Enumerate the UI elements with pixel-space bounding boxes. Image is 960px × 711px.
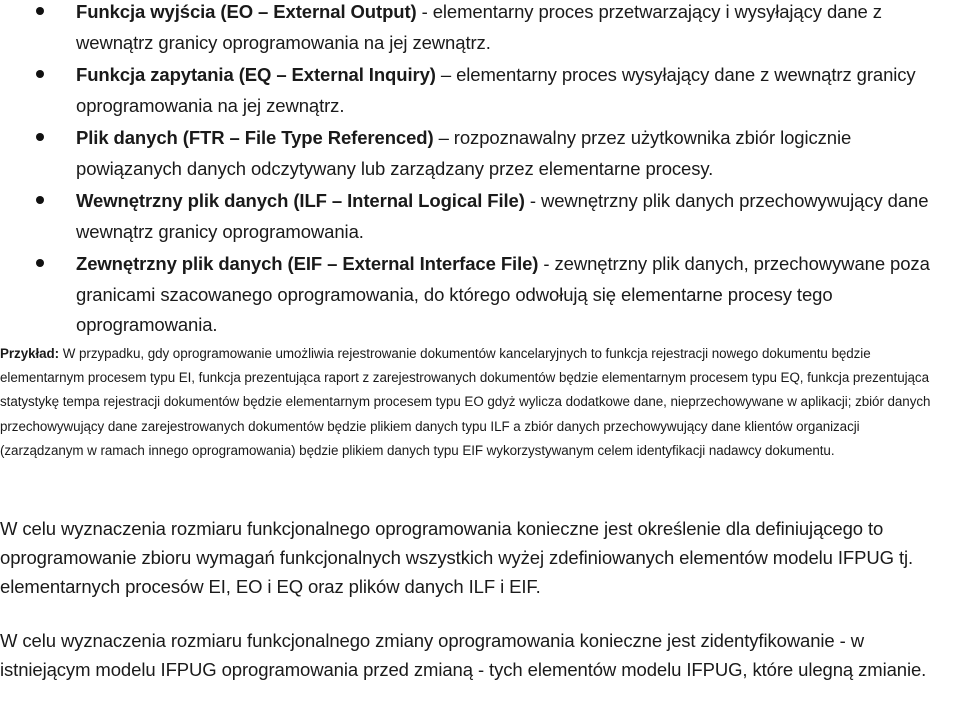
definition-text: - elementarny proces przetwarzający i wysyłający dane z wewnątrz granicy oprogramowania na jej zewnątrz.: [76, 1, 882, 53]
definition-term: Plik danych (FTR – File Type Referenced): [76, 127, 434, 148]
definition-text: – elementarny proces wysyłający dane z wewnątrz granicy oprogramowania na jej zewnątrz.: [76, 64, 916, 116]
definition-term: Zewnętrzny plik danych (EIF – External Interface File): [76, 253, 539, 274]
body-paragraph-change-size: W celu wyznaczenia rozmiaru funkcjonalnego zmiany oprogramowania konieczne jest zidentyfikowanie - w istniejącym modelu IFPUG oprogramowania przed zmianą - tych elementów modelu IFPUG, które ulegną zmianie.: [0, 630, 927, 680]
example-label: Przykład:: [0, 346, 60, 361]
bullet-icon: [36, 133, 44, 141]
bullet-icon: [36, 196, 44, 204]
body-paragraph-functional-size: W celu wyznaczenia rozmiaru funkcjonalnego oprogramowania konieczne jest określenie dla definiującego to oprogramowanie zbioru wymagań funkcjonalnych wszystkich wyżej zdefiniowanych elementów modelu IFPUG tj. elementarnych procesów EI, EO i EQ oraz plików danych ILF i EIF.: [0, 518, 914, 597]
definition-term: Funkcja wyjścia (EO – External Output): [76, 1, 417, 22]
bullet-icon: [36, 259, 44, 267]
definition-item-eq: [0, 60, 960, 121]
definition-text: – rozpoznawalny przez użytkownika zbiór logicznie powiązanych danych odczytywany lub zarządzany przez elementarne procesy.: [76, 127, 852, 179]
definition-text: - zewnętrzny plik danych, przechowywane poza granicami szacowanego oprogramowania, do którego odwołują się elementarne procesy tego oprogramowania.: [76, 253, 930, 335]
example-paragraph: [0, 342, 945, 463]
definition-term: Wewnętrzny plik danych (ILF – Internal Logical File): [76, 190, 525, 211]
definition-item-ilf: [0, 186, 960, 247]
example-text: W przypadku, gdy oprogramowanie umożliwia rejestrowanie dokumentów kancelaryjnych to funkcja rejestracji nowego dokumentu będzie elementarnym procesem typu EI, funkcja prezentująca raport z zarejestrowanych dokumentów będzie elementarnym procesem typu EQ, funkcja prezentująca statystykę tempa rejestracji dokumentów będzie elementarnym procesem typu EO gdyż wylicza dodatkowe dane, nieprzechowywane w aplikacji; zbiór danych przechowywujący dane zarejestrowanych dokumentów będzie plikiem danych typu ILF a zbiór danych przechowywujący dane klientów organizacji (zarządzanym w ramach innego oprogramowania) będzie plikiem danych typu EIF wykorzystywanym celem identyfikacji nadawcy dokumentu.: [0, 346, 931, 458]
definition-term: Funkcja zapytania (EQ – External Inquiry): [76, 64, 436, 85]
definition-item-eif: [0, 249, 960, 341]
definition-list: [0, 0, 960, 341]
bullet-icon: [36, 7, 44, 15]
definition-item-ftr: [0, 123, 960, 184]
definition-item-eo: [0, 0, 960, 58]
definition-text: - wewnętrzny plik danych przechowywujący dane wewnątrz granicy oprogramowania.: [76, 190, 929, 242]
bullet-icon: [36, 70, 44, 78]
